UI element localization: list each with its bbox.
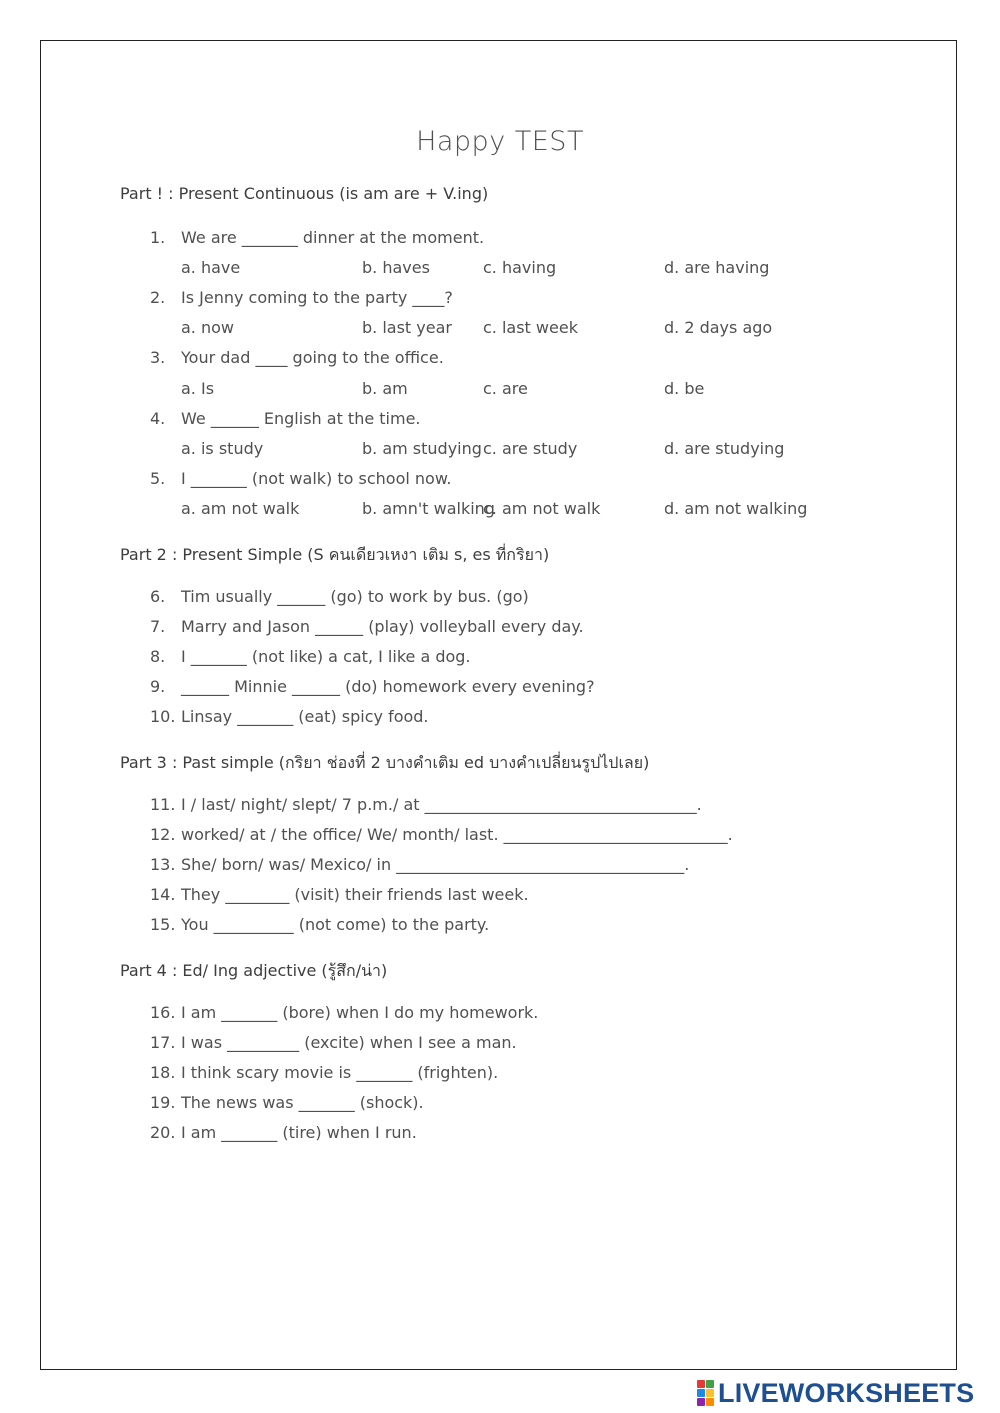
question-text[interactable]: I _______ (not like) a cat, I like a dog.	[181, 647, 471, 666]
option-a[interactable]: a. Is	[181, 379, 215, 398]
question-number: 11.	[150, 795, 176, 814]
question-number: 19.	[150, 1093, 176, 1112]
option-a[interactable]: a. is study	[181, 439, 264, 458]
part1-heading: Part ! : Present Continuous (is am are + V.ing)	[120, 184, 489, 203]
liveworksheets-logo[interactable]	[697, 1378, 974, 1408]
logo-block	[706, 1380, 714, 1388]
question-number: 16.	[150, 1003, 176, 1022]
question-text[interactable]: Tim usually ______ (go) to work by bus. (go)	[181, 587, 529, 606]
question-number: 5.	[150, 469, 166, 488]
option-c[interactable]: c. having	[483, 258, 557, 277]
question-number: 15.	[150, 915, 176, 934]
question-text[interactable]: I think scary movie is _______ (frighten).	[181, 1063, 499, 1082]
option-d[interactable]: d. are studying	[664, 439, 785, 458]
question-text[interactable]: I was _________ (excite) when I see a man.	[181, 1033, 517, 1052]
option-d[interactable]: d. are having	[664, 258, 770, 277]
question-number: 4.	[150, 409, 166, 428]
option-b[interactable]: b. amn't walking	[362, 499, 495, 518]
question-text[interactable]: Marry and Jason ______ (play) volleyball every day.	[181, 617, 584, 636]
question-text[interactable]: The news was _______ (shock).	[181, 1093, 424, 1112]
question-text[interactable]: They ________ (visit) their friends last week.	[181, 885, 529, 904]
logo-block	[697, 1389, 705, 1397]
option-b[interactable]: b. am	[362, 379, 408, 398]
question-number: 17.	[150, 1033, 176, 1052]
question-text[interactable]: I / last/ night/ slept/ 7 p.m./ at __________________________________.	[181, 795, 702, 814]
option-a[interactable]: a. have	[181, 258, 241, 277]
option-c[interactable]: c. are	[483, 379, 528, 398]
part4-heading: Part 4 : Ed/ Ing adjective (รู้สึก/น่า)	[120, 961, 388, 980]
option-c[interactable]: c. am not walk	[483, 499, 601, 518]
logo-block	[706, 1389, 714, 1397]
option-a[interactable]: a. now	[181, 318, 234, 337]
question-text: We are _______ dinner at the moment.	[181, 228, 485, 247]
question-number: 9.	[150, 677, 166, 696]
question-text[interactable]: She/ born/ was/ Mexico/ in ____________________________________.	[181, 855, 690, 874]
question-number: 10.	[150, 707, 176, 726]
logo-block	[697, 1398, 705, 1406]
option-d[interactable]: d. am not walking	[664, 499, 808, 518]
worksheet-title: Happy TEST	[416, 126, 584, 157]
question-text[interactable]: I am _______ (bore) when I do my homework.	[181, 1003, 539, 1022]
option-b[interactable]: b. am studying	[362, 439, 482, 458]
question-number: 2.	[150, 288, 166, 307]
option-c[interactable]: c. last week	[483, 318, 578, 337]
question-text[interactable]: Linsay _______ (eat) spicy food.	[181, 707, 429, 726]
brand-name: LIVEWORKSHEETS	[718, 1377, 975, 1408]
question-number: 7.	[150, 617, 166, 636]
question-text[interactable]: ______ Minnie ______ (do) homework every evening?	[181, 677, 595, 696]
question-number: 8.	[150, 647, 166, 666]
question-number: 1.	[150, 228, 166, 247]
part2-heading: Part 2 : Present Simple (S คนเดียวเหงา เติม s, es ที่กริยา)	[120, 545, 550, 564]
question-text[interactable]: worked/ at / the office/ We/ month/ last. ____________________________.	[181, 825, 733, 844]
part3-heading: Part 3 : Past simple (กริยา ช่องที่ 2 บางคำเติม ed บางคำเปลี่ยนรูปไปเลย)	[120, 753, 650, 772]
option-b[interactable]: b. last year	[362, 318, 452, 337]
worksheet-frame	[40, 40, 957, 1370]
logo-block	[706, 1398, 714, 1406]
logo-block	[697, 1380, 705, 1388]
option-c[interactable]: c. are study	[483, 439, 578, 458]
option-b[interactable]: b. haves	[362, 258, 430, 277]
question-number: 13.	[150, 855, 176, 874]
question-text: I _______ (not walk) to school now.	[181, 469, 452, 488]
question-text: We ______ English at the time.	[181, 409, 421, 428]
question-number: 12.	[150, 825, 176, 844]
option-a[interactable]: a. am not walk	[181, 499, 300, 518]
question-number: 20.	[150, 1123, 176, 1142]
question-text: Is Jenny coming to the party ____?	[181, 288, 453, 307]
question-text: Your dad ____ going to the office.	[181, 348, 444, 367]
question-number: 18.	[150, 1063, 176, 1082]
question-text[interactable]: I am _______ (tire) when I run.	[181, 1123, 417, 1142]
question-number: 6.	[150, 587, 166, 606]
question-number: 3.	[150, 348, 166, 367]
option-d[interactable]: d. be	[664, 379, 705, 398]
question-text[interactable]: You __________ (not come) to the party.	[181, 915, 490, 934]
option-d[interactable]: d. 2 days ago	[664, 318, 773, 337]
question-number: 14.	[150, 885, 176, 904]
logo-blocks-icon	[697, 1380, 714, 1406]
